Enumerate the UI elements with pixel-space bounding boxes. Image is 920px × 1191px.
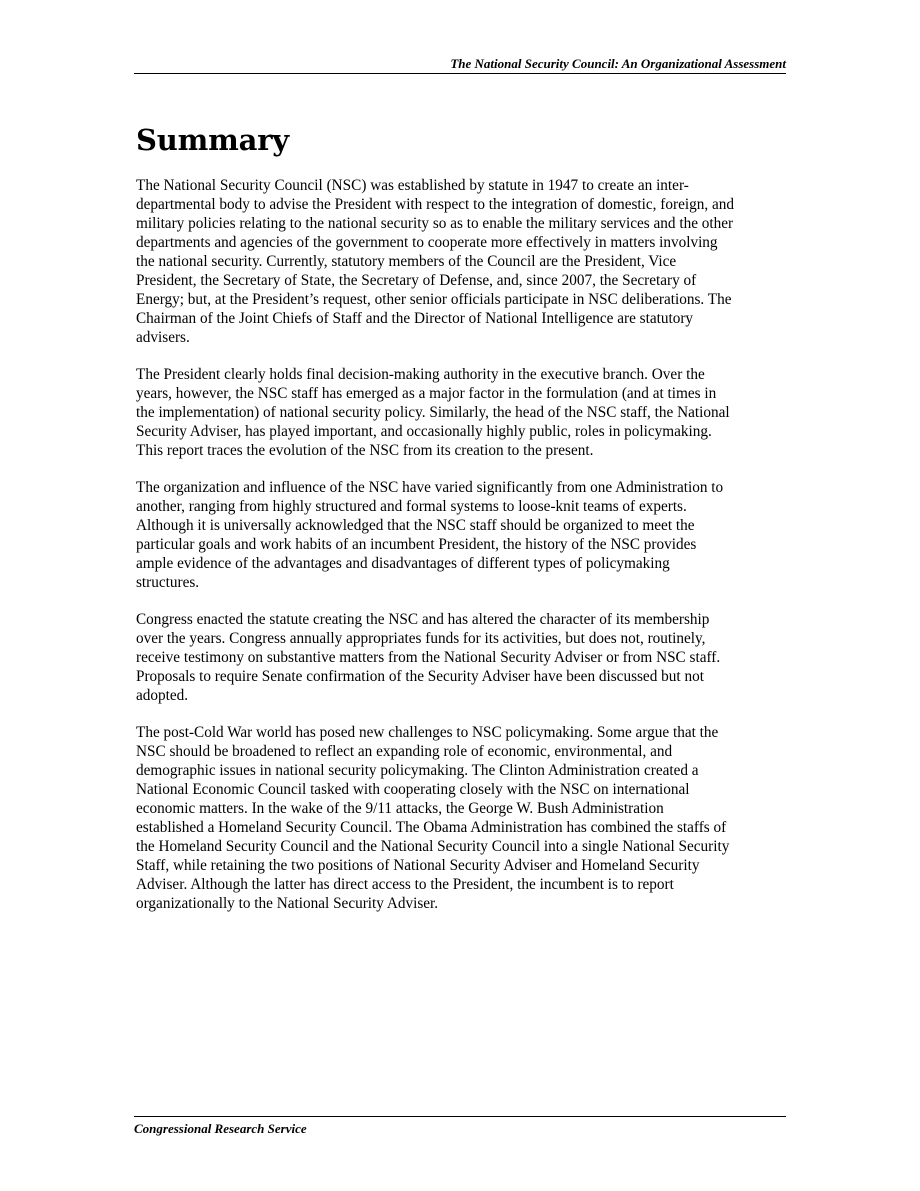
- paragraph-line: The post-Cold War world has posed new challenges to NSC policymaking. Some argue that the: [136, 724, 719, 741]
- paragraph-line: The National Security Council (NSC) was established by statute in 1947 to create an inter-: [136, 177, 689, 194]
- paragraph-line: the Homeland Security Council and the National Security Council into a single National Security: [136, 838, 730, 855]
- paragraph-line: The President clearly holds final decision-making authority in the executive branch. Over the: [136, 366, 705, 383]
- paragraph-line: NSC should be broadened to reflect an expanding role of economic, environmental, and: [136, 743, 673, 760]
- running-header-title: The National Security Council: An Organizational Assessment: [450, 56, 786, 71]
- paragraph-line: departments and agencies of the government to cooperate more effectively in matters involving: [136, 234, 718, 251]
- paragraph-line: another, ranging from highly structured and formal systems to loose-knit teams of experts.: [136, 498, 687, 515]
- paragraph-line: President, the Secretary of State, the Secretary of Defense, and, since 2007, the Secretary of: [136, 272, 697, 289]
- paragraph-line: Although it is universally acknowledged that the NSC staff should be organized to meet the: [136, 517, 695, 534]
- paragraph-line: ample evidence of the advantages and disadvantages of different types of policymaking: [136, 555, 670, 572]
- footer-organization: Congressional Research Service: [134, 1121, 307, 1136]
- paragraph-line: organizationally to the National Security Adviser.: [136, 895, 439, 912]
- paragraph-line: established a Homeland Security Council. The Obama Administration has combined the staffs of: [136, 819, 727, 836]
- running-footer: [134, 1116, 786, 1137]
- paragraph-line: Chairman of the Joint Chiefs of Staff and the Director of National Intelligence are statutory: [136, 310, 694, 327]
- summary-body: [136, 176, 788, 931]
- paragraph-line: advisers.: [136, 329, 190, 346]
- paragraph-line: Congress enacted the statute creating the NSC and has altered the character of its membership: [136, 611, 710, 628]
- paragraph-line: years, however, the NSC staff has emerged as a major factor in the formulation (and at times in: [136, 385, 717, 402]
- paragraph: [136, 723, 788, 913]
- paragraph: [136, 478, 788, 592]
- paragraph-line: National Economic Council tasked with cooperating closely with the NSC on international: [136, 781, 690, 798]
- paragraph-line: Security Adviser, has played important, and occasionally highly public, roles in policymaking.: [136, 423, 712, 440]
- paragraph: [136, 365, 788, 460]
- paragraph-line: Proposals to require Senate confirmation of the Security Adviser have been discussed but not: [136, 668, 704, 685]
- paragraph-line: the implementation) of national security policy. Similarly, the head of the NSC staff, the National: [136, 404, 730, 421]
- paragraph-line: military policies relating to the national security so as to enable the military services and the other: [136, 215, 734, 232]
- paragraph-line: Adviser. Although the latter has direct access to the President, the incumbent is to report: [136, 876, 674, 893]
- page-title: Summary: [136, 123, 289, 157]
- paragraph-line: particular goals and work habits of an incumbent President, the history of the NSC provides: [136, 536, 697, 553]
- paragraph-line: the national security. Currently, statutory members of the Council are the President, Vice: [136, 253, 677, 270]
- paragraph-line: This report traces the evolution of the NSC from its creation to the present.: [136, 442, 594, 459]
- paragraph-line: The organization and influence of the NSC have varied significantly from one Administration to: [136, 479, 724, 496]
- paragraph: [136, 176, 788, 347]
- paragraph-line: Energy; but, at the President’s request, other senior officials participate in NSC deliberations. The: [136, 291, 732, 308]
- paragraph: [136, 610, 788, 705]
- paragraph-line: departmental body to advise the President with respect to the integration of domestic, foreign, and: [136, 196, 734, 213]
- paragraph-line: over the years. Congress annually appropriates funds for its activities, but does not, routinely,: [136, 630, 706, 647]
- paragraph-line: economic matters. In the wake of the 9/11 attacks, the George W. Bush Administration: [136, 800, 664, 817]
- paragraph-line: structures.: [136, 574, 200, 591]
- paragraph-line: receive testimony on substantive matters from the National Security Adviser or from NSC staff.: [136, 649, 721, 666]
- paragraph-line: adopted.: [136, 687, 189, 704]
- running-header: [134, 56, 786, 74]
- paragraph-line: demographic issues in national security policymaking. The Clinton Administration created a: [136, 762, 699, 779]
- paragraph-line: Staff, while retaining the two positions of National Security Adviser and Homeland Security: [136, 857, 700, 874]
